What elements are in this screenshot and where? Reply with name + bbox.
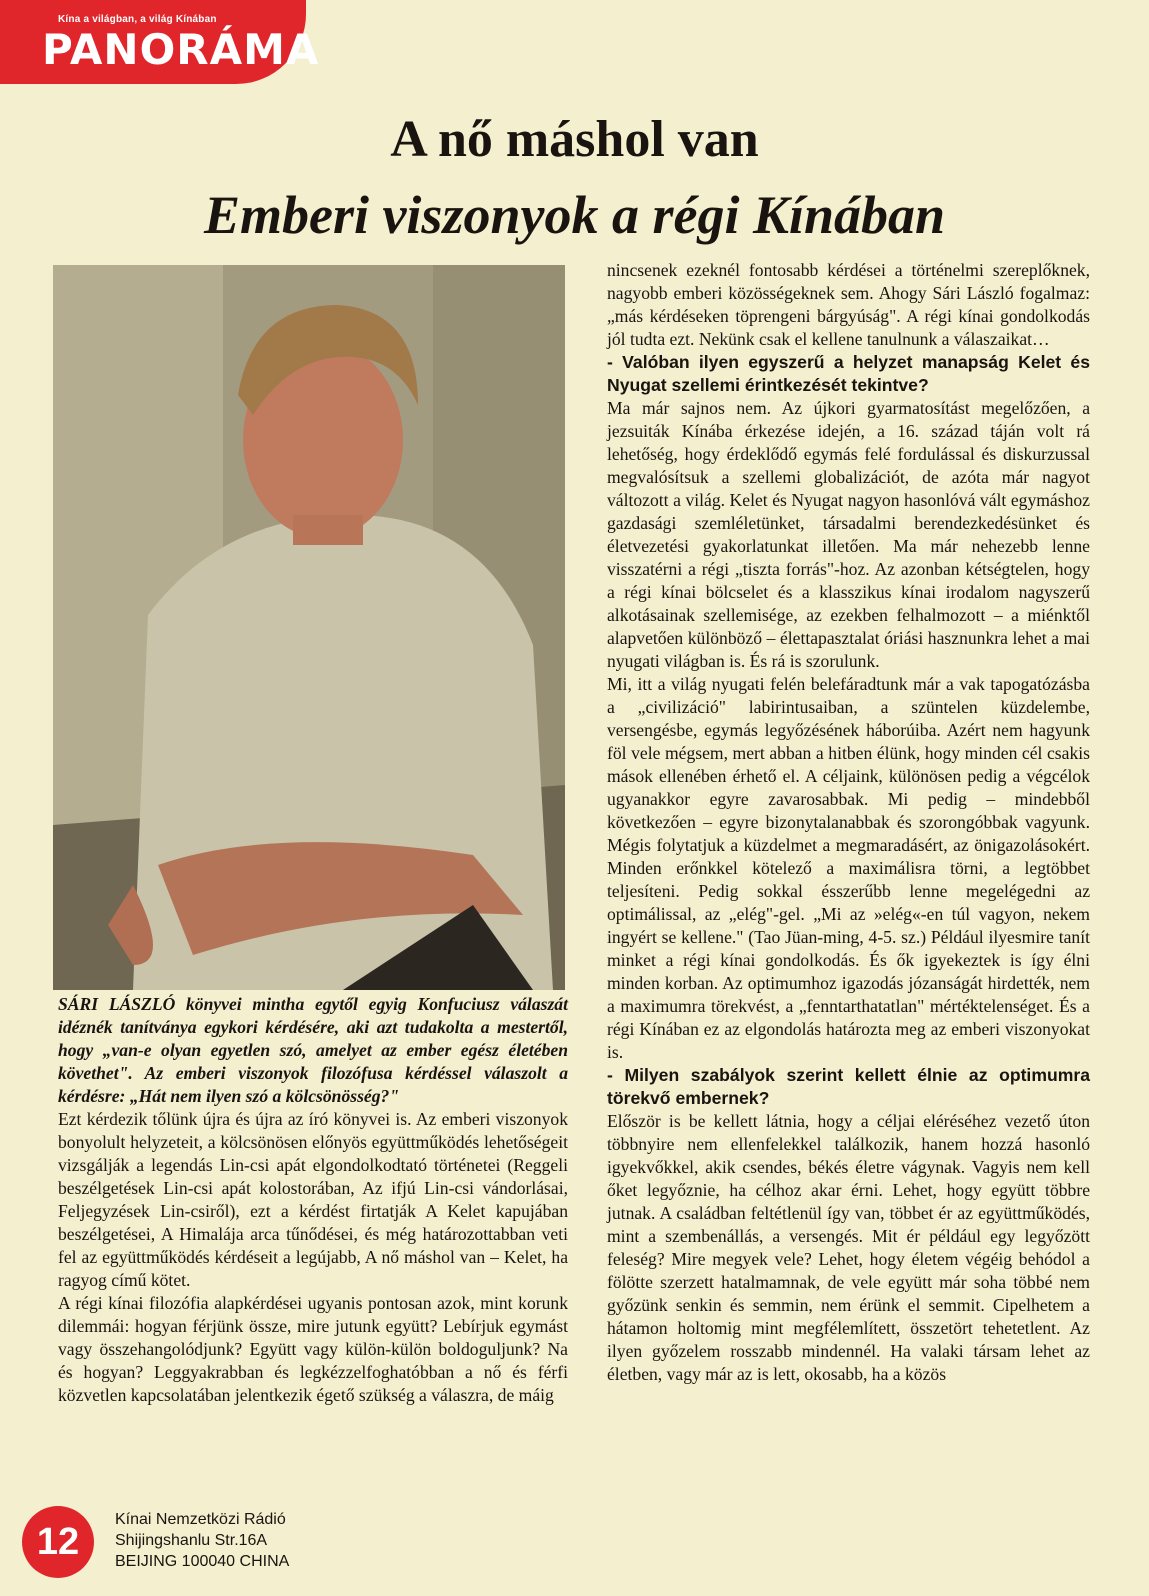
left-column (58, 993, 568, 1407)
magazine-header-tab (0, 0, 320, 84)
author-photo (53, 265, 565, 990)
publisher-address (115, 1509, 289, 1572)
publisher-name: Kínai Nemzetközi Rádió (115, 1511, 286, 1528)
interview-question-1: - Valóban ilyen egyszerű a helyzet manapság Kelet és Nyugat szellemi érintkezését tekintve? (607, 352, 1090, 395)
right-column (607, 259, 1090, 1386)
right-paragraph-4: Először is be kellett látnia, hogy a céljai eléréséhez vezető úton többnyire nem ellenfelekkel találkozik, hanem hozzá hasonló igyekvőkkel, akik csendes, békés életre vágynak. Vagyis nem kell őket legyőznie, ha célhoz akar érni. Lehet, hogy együtt többre jutnak. A családban feltétlenül így van, többet ér az együttműködés, mint a szembenállás, a versengés. Mit ér például egy legyőzött feleség? Mire megyek vele? Lehet, hogy életem végéig behódol a fölötte szerzett hatalmamnak, de vele együtt már soha többé nem győzünk senkin és semmin, nem érünk el semmit. Cipelhetem a hátamon holtomig mint megfélemlített, összetört tehetetlent. Az ilyen győzelem rosszabb mindennél. Ha valaki társam lehet az életben, vagy már az is lett, okosabb, ha a közös (607, 1111, 1090, 1384)
publisher-city: BEIJING 100040 CHINA (115, 1553, 290, 1570)
page-number: 12 (22, 1506, 94, 1578)
right-paragraph-1: nincsenek ezeknél fontosabb kérdései a történelmi szereplőknek, nagyobb emberi közösségeknek sem. Ahogy Sári László fogalmaz: „más kérdéseken töprengeni bárgyúság". A régi kínai gondolkodás jól tudta ezt. Nekünk csak el kellene tanulnunk a válaszaikat… (607, 260, 1090, 349)
photo-caption: SÁRI LÁSZLÓ könyvei mintha egytől egyig Konfuciusz válaszát idéznék tanítványa egykori kérdésére, aki azt tudakolta a mestertől, hogy „van-e olyan egyetlen szó, amelyet az ember egész életében követhet". Az emberi viszonyok filozófusa kérdéssel válaszolt a kérdésre: „Hát nem ilyen szó a kölcsönösség?" (58, 994, 568, 1106)
author-portrait-illustration (53, 265, 565, 990)
interview-question-2: - Milyen szabályok szerint kellett élnie az optimumra törekvő embernek? (607, 1065, 1090, 1108)
header-tagline: Kína a világban, a világ Kínában (58, 14, 217, 25)
article-title: A nő máshol van (390, 111, 759, 168)
right-paragraph-3: Mi, itt a világ nyugati felén belefáradtunk már a vak tapogatózásba a „civilizáció" labirintusaiban, a szüntelen küzdelembe, versengésbe, egymás legyőzésének háborúiba. Azért nem hagyunk föl vele mégsem, mert abban a hitben élünk, hogy minden cél csakis mások ellenében érhető el. A céljaink, különösen pedig a végcélok ugyanakkor egyre zavarosabbak. Mi pedig – mindebből következően – egyre bizonytalanabbak és szorongóbbak vagyunk. Mégis folytatjuk a küzdelmet a megmaradásért, az önigazolásokért. Minden erőnkkel kötelező a maximálisra törni, a legtöbbet teljesíteni. Pedig sokkal ésszerűbb lenne megelégedni az optimálissal, az „elég"-gel. „Mi az »elég«-en túl vagyon, nekem ingyért se kellene." (Tao Jüan-ming, 4-5. sz.) Például ilyesmire tanít minket a régi kínai gondolkodás. És ők igyekeztek is így élni minden korban. Az optimumhoz igazodás józanságát hirdették, nem a maximumra törekvést, a „fenntarthatatlan" mértéktelenséget. És a régi Kínában ez az elgondolás határozta meg az emberi viszonyokat is. (607, 674, 1090, 1062)
magazine-logo: PANORÁMA (42, 25, 320, 74)
left-paragraph-2: A régi kínai filozófia alapkérdései ugyanis pontosan azok, mint korunk dilemmái: hogyan férjünk össze, mire jutunk együtt? Lebírjuk egymást vagy összehangolódjunk? Együtt vagy külön-külön boldoguljunk? Na és hogyan? Leggyakrabban és legkézzelfoghatóbban a nő és férfi közvetlen kapcsolatában jelentkezik égető szükség a válaszra, de máig (58, 1293, 568, 1405)
left-paragraph-1: Ezt kérdezik tőlünk újra és újra az író könyvei is. Az emberi viszonyok bonyolult helyzeteit, a kölcsönösen előnyös együttműködés lehetőségeit vizsgálják a legendás Lin-csi apát elgondolkodtató történetei (Reggeli beszélgetések Lin-csi apát kolostorában, Az ifjú Lin-csi vándorlásai, Feljegyzések Lin-csiről), ezt a kérdést firtatják A Kelet kapujában beszélgetései, A Himalája arca tűnődései, és még határozottabban veti fel az együttműködés kérdéseit a legújabb, A nő máshol van – Kelet, ha ragyog című kötet. (58, 1109, 568, 1290)
publisher-street: Shijingshanlu Str.16A (115, 1532, 268, 1549)
article-subtitle: Emberi viszonyok a régi Kínában (203, 185, 946, 245)
right-paragraph-2: Ma már sajnos nem. Az újkori gyarmatosítást megelőzően, a jezsuiták Kínába érkezése idején, a 16. század táján volt rá lehetőség, hogy érdeklődő egymás felé fordulással és diskurzussal megvalósítsuk a szellemi globalizációt, de azóta már nagyot változott a világ. Kelet és Nyugat nagyon hasonlóvá vált egymáshoz gazdasági szemléletünket, társadalmi berendezkedésünket és életvezetési gyakorlatunkat illetően. Ma már nehezebb lenne visszatérni a régi „tiszta forrás"-hoz. Az azonban kétségtelen, hogy a régi kínai bölcselet és a klasszikus kínai irodalom nagyszerű alkotásainak szellemisége, az ezekben felhalmozott – a miénktől alapvetően különböző – élettapasztalat óriási hasznunkra lehet a mai nyugati világban is. És rá is szorulunk. (607, 398, 1090, 671)
